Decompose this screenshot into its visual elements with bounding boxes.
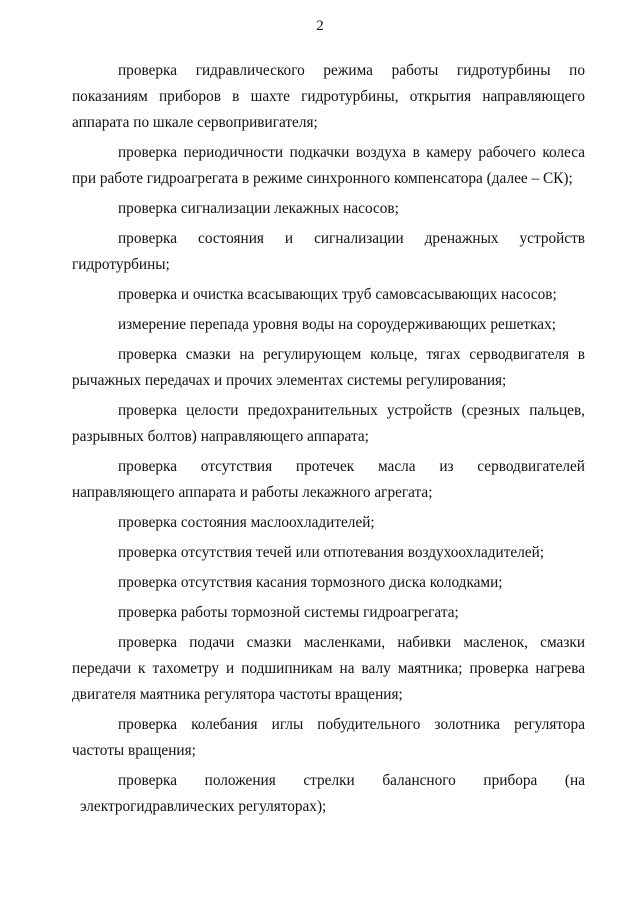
paragraph-2: проверка периодичности подкачки воздуха в камеру рабочего колеса при работе гидроагрегата в режиме синхронного компенсатора (далее – СК);	[72, 144, 585, 187]
paragraph-16	[72, 768, 585, 820]
paragraph-16-first-line: проверка положения стрелки балансного прибора (на	[118, 772, 585, 789]
paragraph-14: проверка подачи смазки масленками, набивки масленок, смазки передачи к тахометру и подшипникам на валу маятника; проверка нагрева двигателя маятника регулятора частоты вращения;	[72, 634, 585, 703]
paragraph-4: проверка состояния и сигнализации дренажных устройств гидротурбины;	[72, 230, 585, 273]
paragraph-7: проверка смазки на регулирующем кольце, тягах серводвигателя в рычажных передачах и прочих элементах системы регулирования;	[72, 346, 585, 389]
page-number: 2	[316, 18, 324, 34]
paragraph-9: проверка отсутствия протечек масла из серводвигателей направляющего аппарата и работы лекажного агрегата;	[72, 458, 585, 501]
paragraph-13: проверка работы тормозной системы гидроагрегата;	[118, 604, 459, 621]
paragraph-1: проверка гидравлического режима работы гидротурбины по показаниям приборов в шахте гидротурбины, открытия направляющего аппарата по шкале сервопривигателя;	[72, 62, 585, 131]
paragraph-15: проверка колебания иглы побудительного золотника регулятора частоты вращения;	[72, 716, 585, 759]
paragraph-5: проверка и очистка всасывающих труб самовсасывающих насосов;	[118, 286, 557, 303]
paragraph-10: проверка состояния маслоохладителей;	[118, 514, 375, 531]
paragraph-3: проверка сигнализации лекажных насосов;	[118, 200, 399, 217]
paragraph-12: проверка отсутствия касания тормозного диска колодками;	[118, 574, 503, 591]
document-body	[72, 58, 585, 820]
paragraph-11: проверка отсутствия течей или отпотевания воздухоохладителей;	[118, 544, 545, 561]
paragraph-16-continuation: электрогидравлических регуляторах);	[80, 798, 327, 815]
paragraph-6: измерение перепада уровня воды на сороудерживающих решетках;	[118, 316, 556, 333]
paragraph-8: проверка целости предохранительных устройств (срезных пальцев, разрывных болтов) направляющего аппарата;	[72, 402, 585, 445]
